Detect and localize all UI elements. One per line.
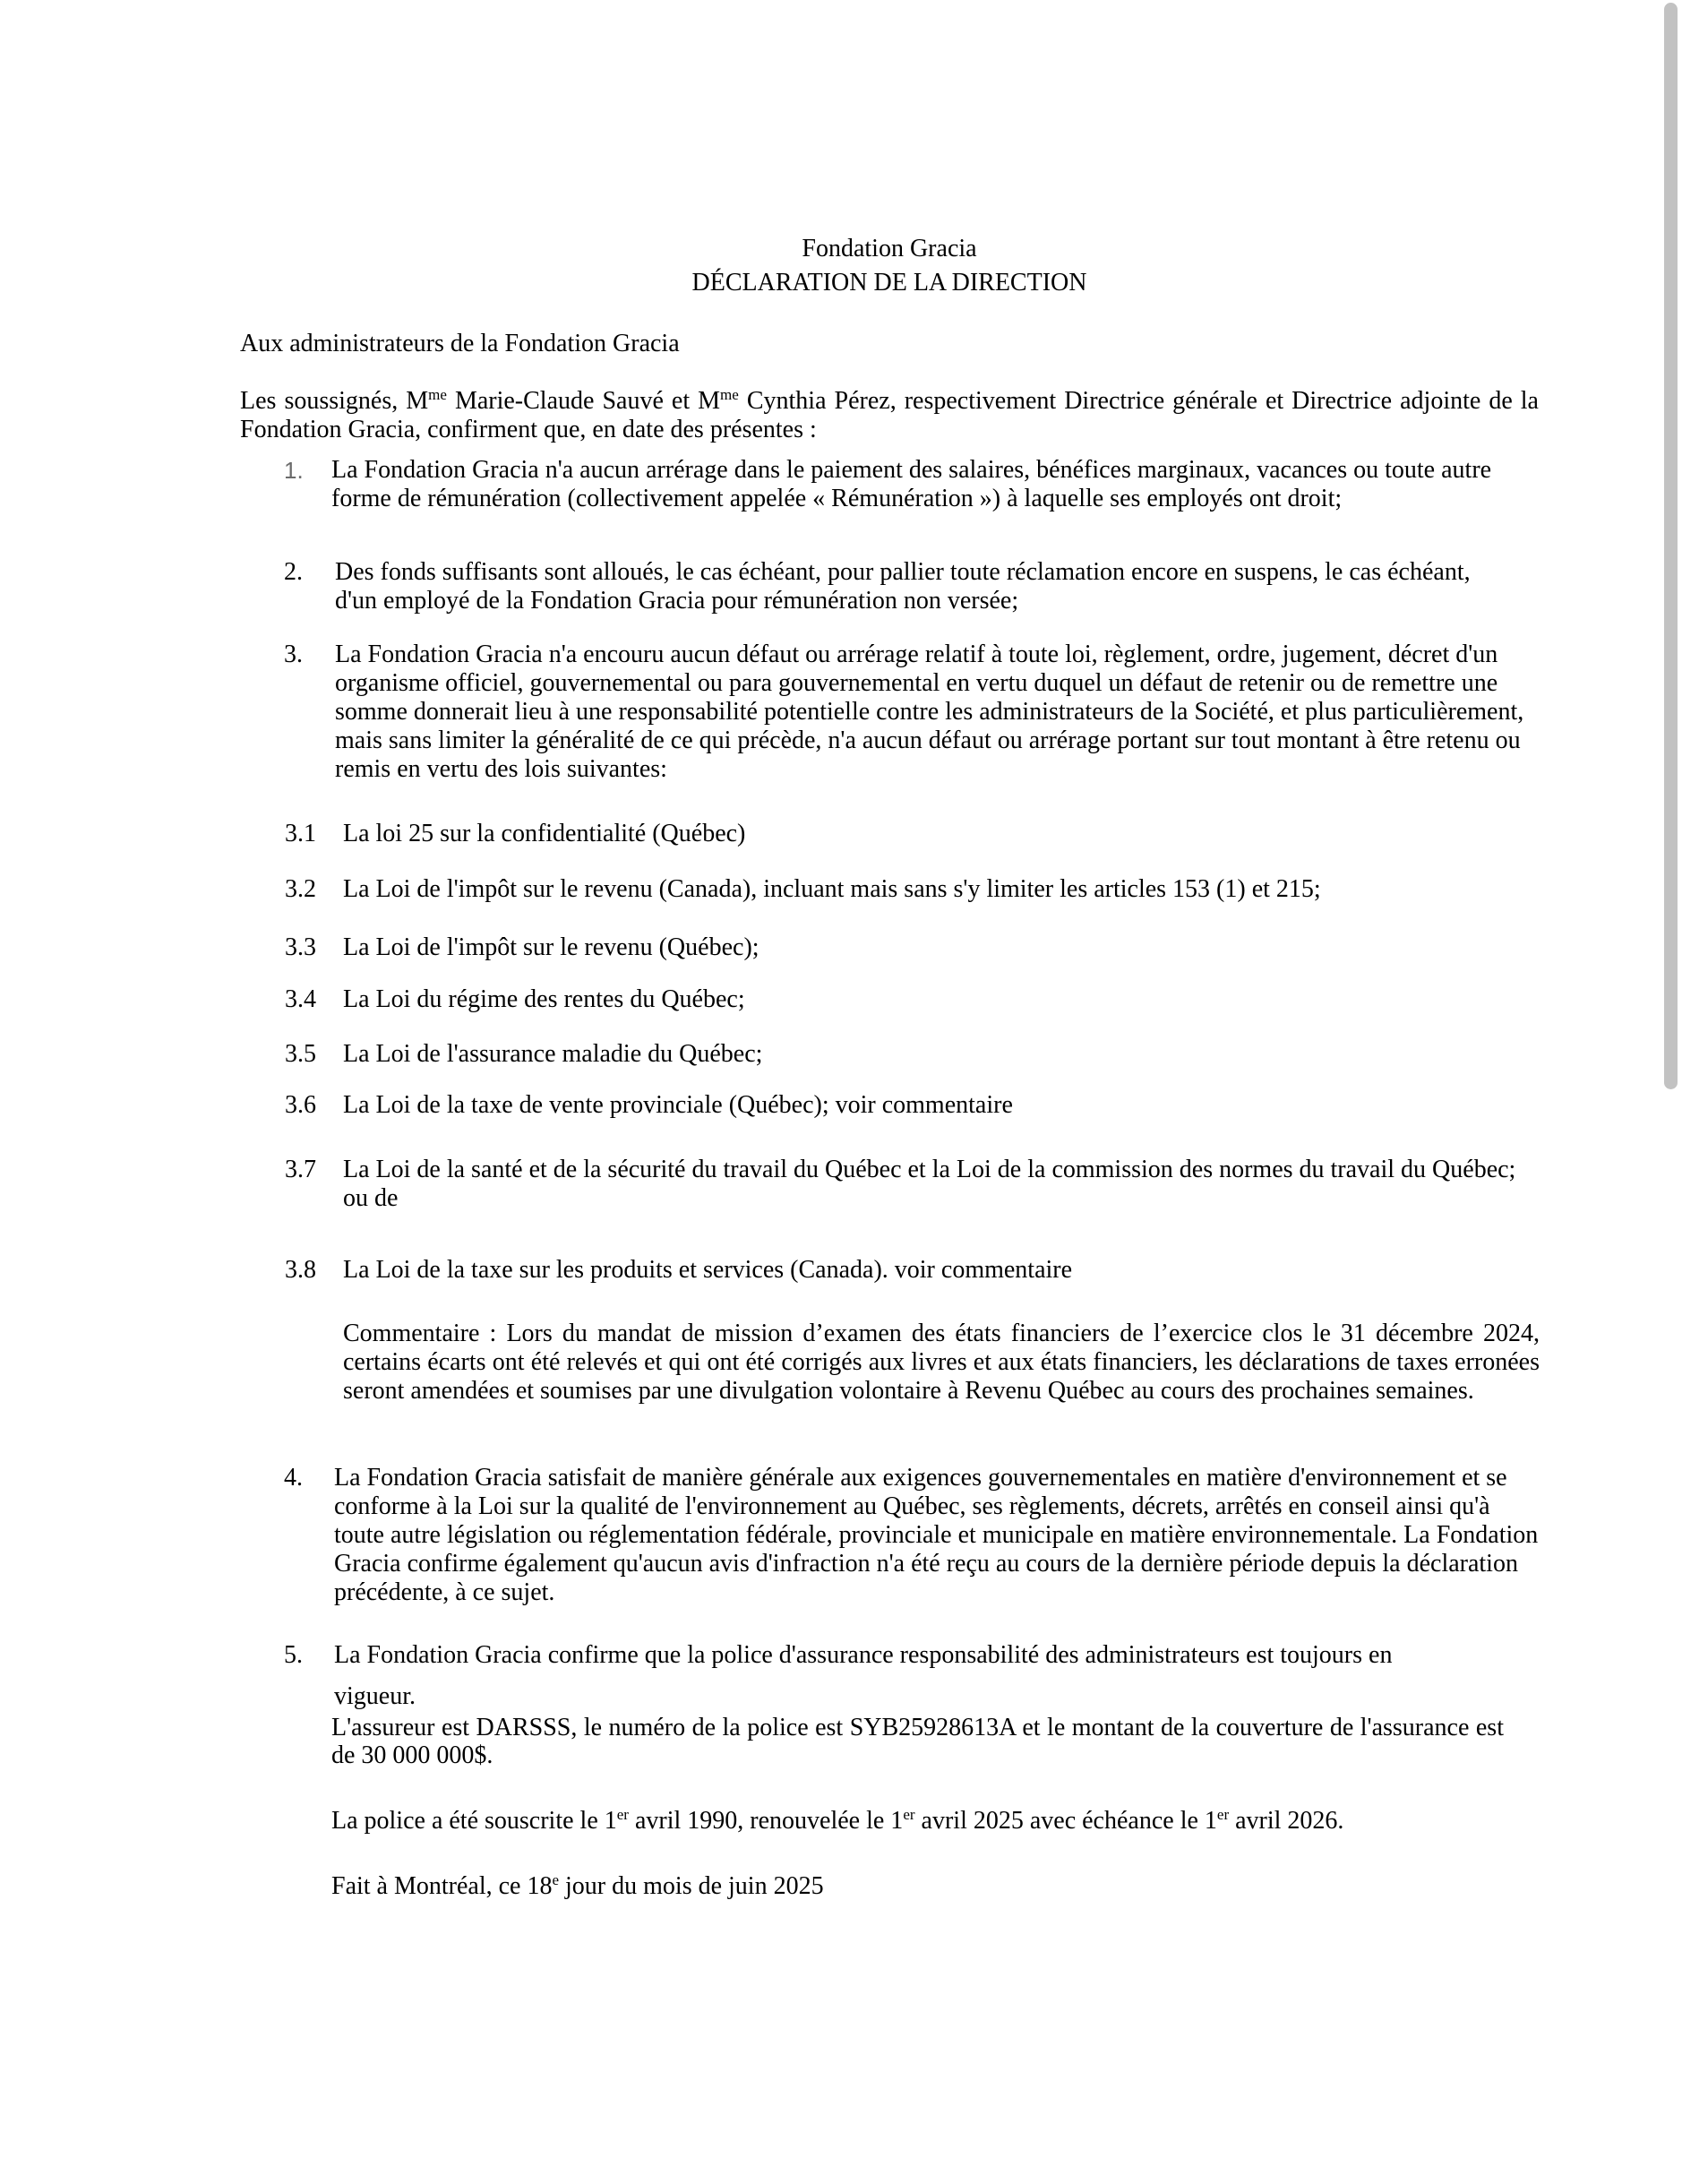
ordinal-superscript: er xyxy=(903,1806,915,1823)
sub-item-text: La Loi de la taxe sur les produits et services (Canada). voir commentaire xyxy=(343,1256,1073,1284)
insurer-paragraph: L'assureur est DARSSS, le numéro de la police est SYB25928613A et le montant de la couverture de l'assurance est de 30 000 000$. xyxy=(331,1714,1504,1769)
sub-item-number: 3.3 xyxy=(285,933,316,961)
intro-paragraph xyxy=(240,387,1539,444)
policy-dates-paragraph xyxy=(331,1807,1549,1836)
list-item-text: La Fondation Gracia confirme que la police d'assurance responsabilité des administrateurs est toujours en xyxy=(334,1641,1393,1669)
list-item-text-continued: vigueur. xyxy=(334,1682,416,1710)
policy-text: La police a été souscrite le 1 xyxy=(331,1807,617,1835)
intro-superscript: me xyxy=(720,386,739,403)
intro-superscript: me xyxy=(428,386,447,403)
list-item-text: La Fondation Gracia n'a encouru aucun défaut ou arrérage relatif à toute loi, règlement, ordre, jugement, décret d'un organisme officiel, gouvernemental ou para gouvernemental en vertu duquel un défaut de retenir ou de remettre une somme donnerait lieu à une responsabilité potentielle contre les administrateurs de la Société, et plus particulièrement, mais sans limiter la généralité de ce qui précède, n'a aucun défaut ou arrérage portant sur tout montant à être retenu ou remis en vertu des lois suivantes: xyxy=(335,641,1524,783)
sub-item-text: La loi 25 sur la confidentialité (Québec) xyxy=(343,820,746,847)
sub-item-text: La Loi de la taxe de vente provinciale (Québec); voir commentaire xyxy=(343,1091,1013,1119)
intro-text: Marie-Claude Sauvé et M xyxy=(446,387,721,415)
document-title: DÉCLARATION DE LA DIRECTION xyxy=(691,269,1087,297)
list-number: 2. xyxy=(284,558,303,586)
policy-text: avril 1990, renouvelée le 1 xyxy=(628,1807,904,1835)
ordinal-superscript: e xyxy=(552,1871,560,1888)
addressee-line: Aux administrateurs de la Fondation Gracia xyxy=(240,330,680,357)
sub-item-number: 3.6 xyxy=(285,1091,316,1119)
sub-item-text: La Loi de la santé et de la sécurité du travail du Québec et la Loi de la commission des normes du travail du Québec; ou de xyxy=(343,1156,1516,1212)
policy-text: avril 2025 avec échéance le 1 xyxy=(914,1807,1217,1835)
intro-text: Les soussignés, M xyxy=(240,387,429,415)
sub-item-number: 3.8 xyxy=(285,1256,316,1284)
list-item-text: La Fondation Gracia n'a aucun arrérage dans le paiement des salaires, bénéfices marginaux, vacances ou toute autre forme de rémunération (collectivement appelée « Rémunération ») à laquelle ses employés ont droit; xyxy=(331,456,1492,512)
ordinal-superscript: er xyxy=(616,1806,629,1823)
comment-paragraph: Commentaire : Lors du mandat de mission d’examen des états financiers de l’exercice clos le 31 décembre 2024, certains écarts ont été relevés et qui ont été corrigés aux livres et aux états financiers, les déclarations de taxes erronées seront amendées et soumises par une divulgation volontaire à Revenu Québec au cours des prochaines semaines. xyxy=(343,1320,1540,1405)
sub-item-number: 3.2 xyxy=(285,875,316,903)
list-item-text: La Fondation Gracia satisfait de manière générale aux exigences gouvernementales en matière d'environnement et se conforme à la Loi sur la qualité de l'environnement au Québec, ses règlements, décrets, arrêtés en conseil ainsi qu'à toute autre législation ou réglementation fédérale, provinciale et municipale en matière environnementale. La Fondation Gracia confirme également qu'aucun avis d'infraction n'a été reçu au cours de la dernière période depuis la déclaration précédente, à ce sujet. xyxy=(334,1464,1539,1606)
list-number: 5. xyxy=(284,1641,303,1669)
sub-item-number: 3.7 xyxy=(285,1156,316,1183)
sub-item-text: La Loi de l'impôt sur le revenu (Québec); xyxy=(343,933,759,961)
signature-place-date xyxy=(331,1872,824,1901)
sub-item-text: La Loi du régime des rentes du Québec; xyxy=(343,985,745,1013)
intro-text: Cynthia Pérez, respectivement Directrice générale et Directrice adjointe de la Fondation Gracia, confirment que, en date des présentes : xyxy=(240,387,1539,443)
sub-item-text: La Loi de l'assurance maladie du Québec; xyxy=(343,1040,763,1068)
list-number: 1. xyxy=(284,457,304,484)
scrollbar-thumb[interactable] xyxy=(1664,3,1678,1089)
organization-name: Fondation Gracia xyxy=(802,235,977,262)
sub-item-number: 3.1 xyxy=(285,820,316,847)
sub-item-number: 3.5 xyxy=(285,1040,316,1068)
ordinal-superscript: er xyxy=(1216,1806,1230,1823)
signed-text: Fait à Montréal, ce 18 xyxy=(331,1872,553,1900)
sub-item-text: La Loi de l'impôt sur le revenu (Canada), incluant mais sans s'y limiter les articles 153 (1) et 215; xyxy=(343,875,1321,903)
list-number: 3. xyxy=(284,641,303,668)
list-item-text: Des fonds suffisants sont alloués, le cas échéant, pour pallier toute réclamation encore en suspens, le cas échéant, d'un employé de la Fondation Gracia pour rémunération non versée; xyxy=(335,558,1471,615)
signed-text: jour du mois de juin 2025 xyxy=(559,1872,824,1900)
sub-item-number: 3.4 xyxy=(285,985,316,1013)
policy-text: avril 2026. xyxy=(1229,1807,1344,1835)
list-number: 4. xyxy=(284,1464,303,1492)
